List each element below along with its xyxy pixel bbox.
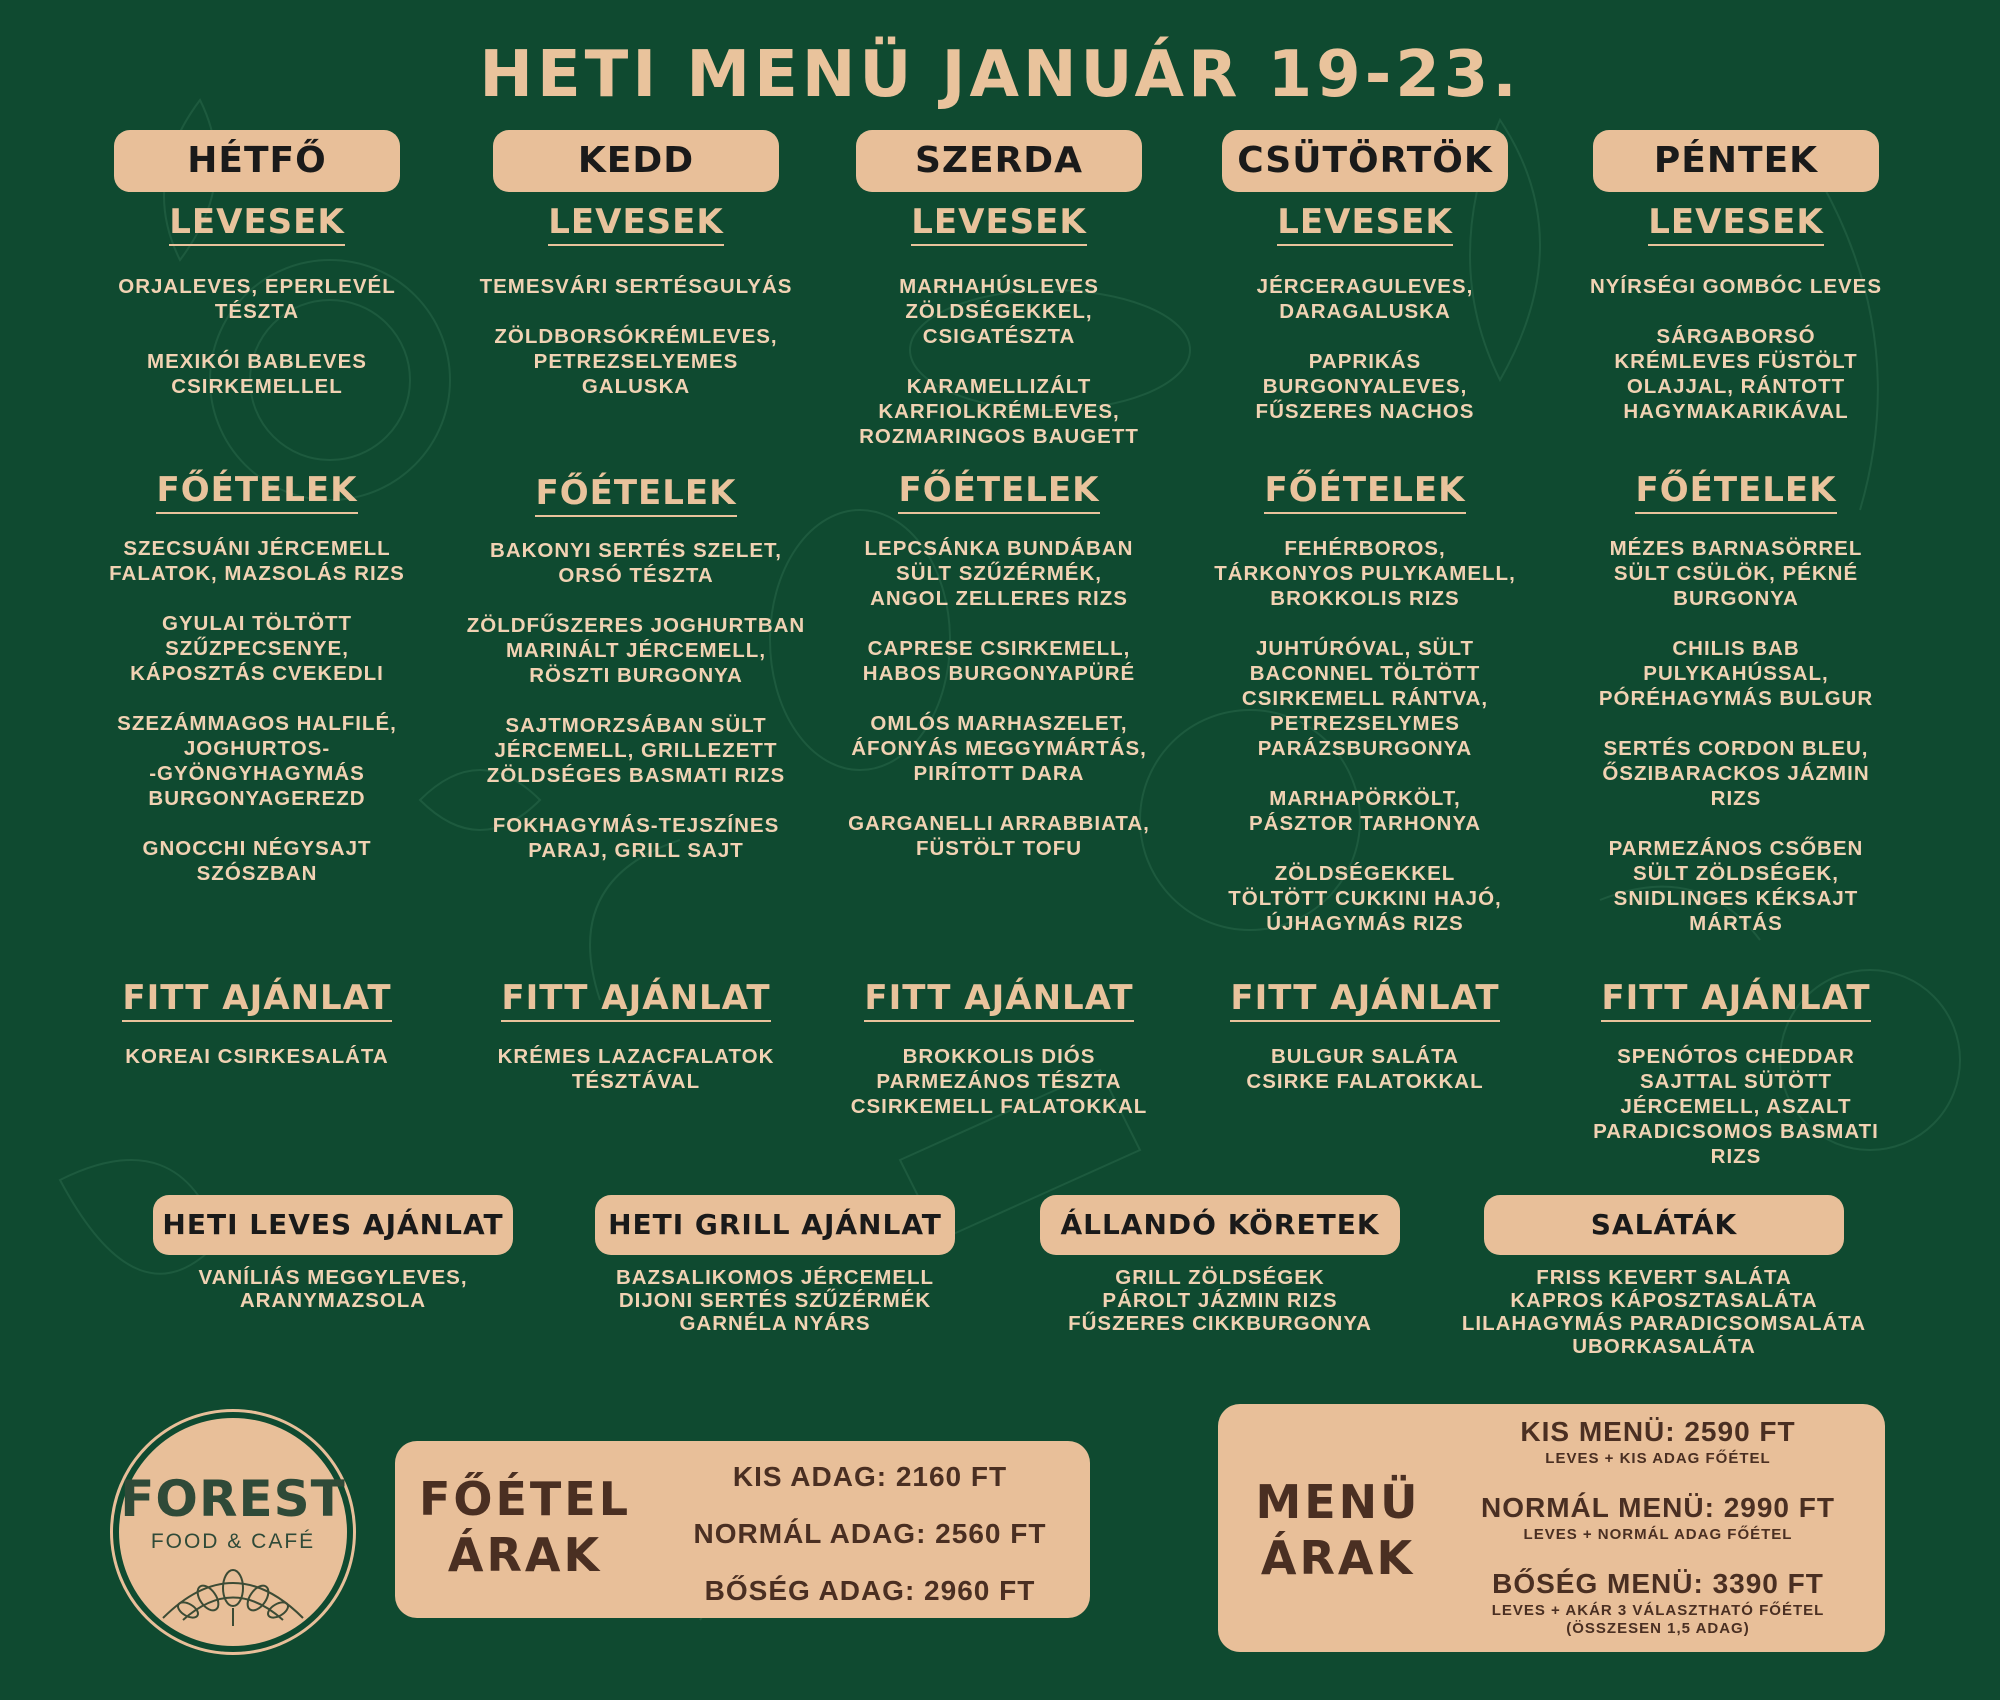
day-column-tuesday [451, 130, 821, 1190]
main-item: SZEZÁMMAGOS HALFILÉ, JOGHURTOS- -GYÖNGYHAGYMÁS BURGONYAGEREZD [117, 712, 397, 810]
fit-item: KOREAI CSIRKESALÁTA [125, 1045, 389, 1068]
fit-heading: FITT AJÁNLAT [122, 978, 391, 1022]
menu-prices-title-line2: ÁRAK [1260, 1531, 1416, 1585]
sides-label: ÁLLANDÓ KÖRETEK [1040, 1195, 1400, 1255]
list-item: KAPROS KÁPOSZTASALÁTA [1510, 1289, 1818, 1312]
main-item: JUHTÚRÓVAL, SÜLT BACONNEL TÖLTÖTT CSIRKEMELL RÁNTVA, PETREZSELYMES PARÁZSBURGONYA [1241, 637, 1489, 760]
big-menu-description: LEVES + AKÁR 3 VÁLASZTHATÓ FŐÉTEL [1491, 1602, 1825, 1619]
soups-heading: LEVESEK [1648, 202, 1824, 246]
main-item: BAKONYI SERTÉS SZELET, ORSÓ TÉSZTA [490, 539, 782, 587]
soups-heading: LEVESEK [169, 202, 345, 246]
small-menu-description: LEVES + KIS ADAG FŐÉTEL [1545, 1450, 1771, 1467]
mains-heading: FŐÉTELEK [1264, 470, 1465, 514]
main-item: OMLÓS MARHASZELET, ÁFONYÁS MEGGYMÁRTÁS, PIRÍTOTT DARA [851, 712, 1147, 785]
menu-prices-title-line1: MENÜ [1255, 1475, 1421, 1529]
main-item: CHILIS BAB PULYKAHÚSSAL, PÓRÉHAGYMÁS BULGUR [1598, 637, 1874, 710]
weekly-grill-items [535, 1266, 1015, 1335]
soups-heading: LEVESEK [1277, 202, 1453, 246]
soup-item: ZÖLDBORSÓKRÉMLEVES, PETREZSELYEMES GALUSKA [494, 325, 778, 398]
menu-prices-panel [1218, 1404, 1885, 1652]
fit-heading: FITT AJÁNLAT [864, 978, 1133, 1022]
list-item: FRISS KEVERT SALÁTA [1536, 1266, 1792, 1289]
salads-items [1424, 1266, 1904, 1358]
list-item: ARANYMAZSOLA [239, 1289, 427, 1312]
soup-item: MEXIKÓI BABLEVES CSIRKEMELLEL [147, 350, 367, 398]
normal-menu-description: LEVES + NORMÁL ADAG FŐÉTEL [1523, 1526, 1793, 1543]
mains-heading: FŐÉTELEK [535, 473, 736, 517]
list-item: LILAHAGYMÁS PARADICSOMSALÁTA [1461, 1312, 1867, 1335]
sides-items [980, 1266, 1460, 1335]
list-item: BAZSALIKOMOS JÉRCEMELL [615, 1266, 935, 1289]
soup-item: MARHAHÚSLEVES ZÖLDSÉGEKKEL, CSIGATÉSZTA [899, 275, 1099, 348]
main-item: LEPCSÁNKA BUNDÁBAN SÜLT SZŰZÉRMÉK, ANGOL ZELLERES RIZS [864, 537, 1134, 610]
fit-heading: FITT AJÁNLAT [501, 978, 770, 1022]
main-item: MÉZES BARNASÖRREL SÜLT CSÜLÖK, PÉKNÉ BURGONYA [1609, 537, 1863, 610]
day-label: HÉTFŐ [114, 130, 400, 192]
main-item: GARGANELLI ARRABBIATA, FÜSTÖLT TOFU [848, 812, 1150, 860]
main-prices-title-line1: FŐÉTEL [418, 1472, 632, 1526]
main-item: PARMEZÁNOS CSŐBEN SÜLT ZÖLDSÉGEK, SNIDLINGES KÉKSAJT MÁRTÁS [1608, 837, 1864, 935]
list-item: DIJONI SERTÉS SZŰZÉRMÉK [618, 1289, 932, 1312]
main-item: FEHÉRBOROS, TÁRKONYOS PULYKAMELL, BROKKOLIS RIZS [1214, 537, 1516, 610]
logo-name: FOREST [120, 1470, 346, 1528]
main-item: ZÖLDSÉGEKKEL TÖLTÖTT CUKKINI HAJÓ, ÚJHAGYMÁS RIZS [1228, 862, 1502, 935]
soup-item: NYÍRSÉGI GOMBÓC LEVES [1589, 275, 1883, 298]
soup-item: JÉRCERAGULEVES, DARAGALUSKA [1256, 275, 1474, 323]
fit-item: BROKKOLIS DIÓS PARMEZÁNOS TÉSZTA CSIRKEMELL FALATOKKAL [850, 1045, 1148, 1118]
big-portion-price: BŐSÉG ADAG: 2960 FT [704, 1575, 1036, 1606]
mains-heading: FŐÉTELEK [1635, 470, 1836, 514]
weekly-soup-items [93, 1266, 573, 1312]
fit-item: SPENÓTOS CHEDDAR SAJTTAL SÜTÖTT JÉRCEMELL, ASZALT PARADICSOMOS BASMATI RIZS [1593, 1045, 1879, 1168]
small-portion-price: KIS ADAG: 2160 FT [732, 1461, 1008, 1492]
logo-subtitle: FOOD & CAFÉ [150, 1530, 316, 1553]
main-item: MARHAPÖRKÖLT, PÁSZTOR TARHONYA [1248, 787, 1482, 835]
soup-item: SÁRGABORSÓ KRÉMLEVES FÜSTÖLT OLAJJAL, RÁNTOTT HAGYMAKARIKÁVAL [1614, 325, 1858, 423]
fit-item: KRÉMES LAZACFALATOK TÉSZTÁVAL [497, 1045, 775, 1093]
normal-portion-price: NORMÁL ADAG: 2560 FT [693, 1518, 1047, 1549]
soups-heading: LEVESEK [911, 202, 1087, 246]
menu-prices-title [1228, 1474, 1448, 1586]
mains-heading: FŐÉTELEK [898, 470, 1099, 514]
salads-label: SALÁTÁK [1484, 1195, 1844, 1255]
soup-item: KARAMELLIZÁLT KARFIOLKRÉMLEVES, ROZMARINGOS BAUGETT [859, 375, 1139, 448]
list-item: FŰSZERES CIKKBURGONYA [1068, 1312, 1372, 1335]
list-item: PÁROLT JÁZMIN RIZS [1102, 1289, 1338, 1312]
day-column-wednesday [814, 130, 1184, 1190]
main-prices-title-line2: ÁRAK [447, 1528, 603, 1582]
list-item: VANÍLIÁS MEGGYLEVES, [198, 1266, 468, 1289]
leaf-pattern-icon [153, 1558, 313, 1628]
big-menu-price: BŐSÉG MENÜ: 3390 FT [1492, 1568, 1824, 1599]
main-item: ZÖLDFŰSZERES JOGHURTBAN MARINÁLT JÉRCEMELL, RÖSZTI BURGONYA [466, 614, 806, 687]
soup-item: TEMESVÁRI SERTÉSGULYÁS [479, 275, 793, 298]
main-item: GNOCCHI NÉGYSAJT SZÓSZBAN [142, 837, 372, 885]
day-column-monday [72, 130, 442, 1190]
soup-item: ORJALEVES, EPERLEVÉL TÉSZTA [118, 275, 396, 323]
day-label: KEDD [493, 130, 779, 192]
list-item: GRILL ZÖLDSÉGEK [1115, 1266, 1325, 1289]
forest-logo [113, 1412, 353, 1652]
mains-heading: FŐÉTELEK [156, 470, 357, 514]
big-menu-note: (ÖSSZESEN 1,5 ADAG) [1566, 1620, 1750, 1637]
normal-menu-price: NORMÁL MENÜ: 2990 FT [1481, 1492, 1835, 1523]
main-item: FOKHAGYMÁS-TEJSZÍNES PARAJ, GRILL SAJT [492, 814, 780, 862]
list-item: GARNÉLA NYÁRS [679, 1312, 871, 1335]
day-label: SZERDA [856, 130, 1142, 192]
soup-item: PAPRIKÁS BURGONYALEVES, FŰSZERES NACHOS [1255, 350, 1475, 423]
list-item: UBORKASALÁTA [1572, 1335, 1756, 1358]
small-menu-price: KIS MENÜ: 2590 FT [1520, 1416, 1796, 1447]
soups-heading: LEVESEK [548, 202, 724, 246]
weekly-soup-label: HETI LEVES AJÁNLAT [153, 1195, 513, 1255]
day-column-friday [1551, 130, 1921, 1190]
main-item: SAJTMORZSÁBAN SÜLT JÉRCEMELL, GRILLEZETT ZÖLDSÉGES BASMATI RIZS [486, 714, 786, 787]
main-item: SZECSUÁNI JÉRCEMELL FALATOK, MAZSOLÁS RIZS [109, 537, 405, 585]
weekly-grill-label: HETI GRILL AJÁNLAT [595, 1195, 955, 1255]
main-item: SERTÉS CORDON BLEU, ŐSZIBARACKOS JÁZMIN RIZS [1602, 737, 1870, 810]
main-item: GYULAI TÖLTÖTT SZŰZPECSENYE, KÁPOSZTÁS CVEKEDLI [130, 612, 384, 685]
day-label: CSÜTÖRTÖK [1222, 130, 1508, 192]
main-dish-prices-panel [395, 1441, 1090, 1618]
fit-heading: FITT AJÁNLAT [1601, 978, 1870, 1022]
day-column-thursday [1180, 130, 1550, 1190]
main-prices-title [415, 1471, 635, 1583]
main-item: CAPRESE CSIRKEMELL, HABOS BURGONYAPÜRÉ [862, 637, 1136, 685]
day-label: PÉNTEK [1593, 130, 1879, 192]
fit-item: BULGUR SALÁTA CSIRKE FALATOKKAL [1246, 1045, 1484, 1093]
menu-title: HETI MENÜ JANUÁR 19-23. [479, 38, 1521, 112]
fit-heading: FITT AJÁNLAT [1230, 978, 1499, 1022]
